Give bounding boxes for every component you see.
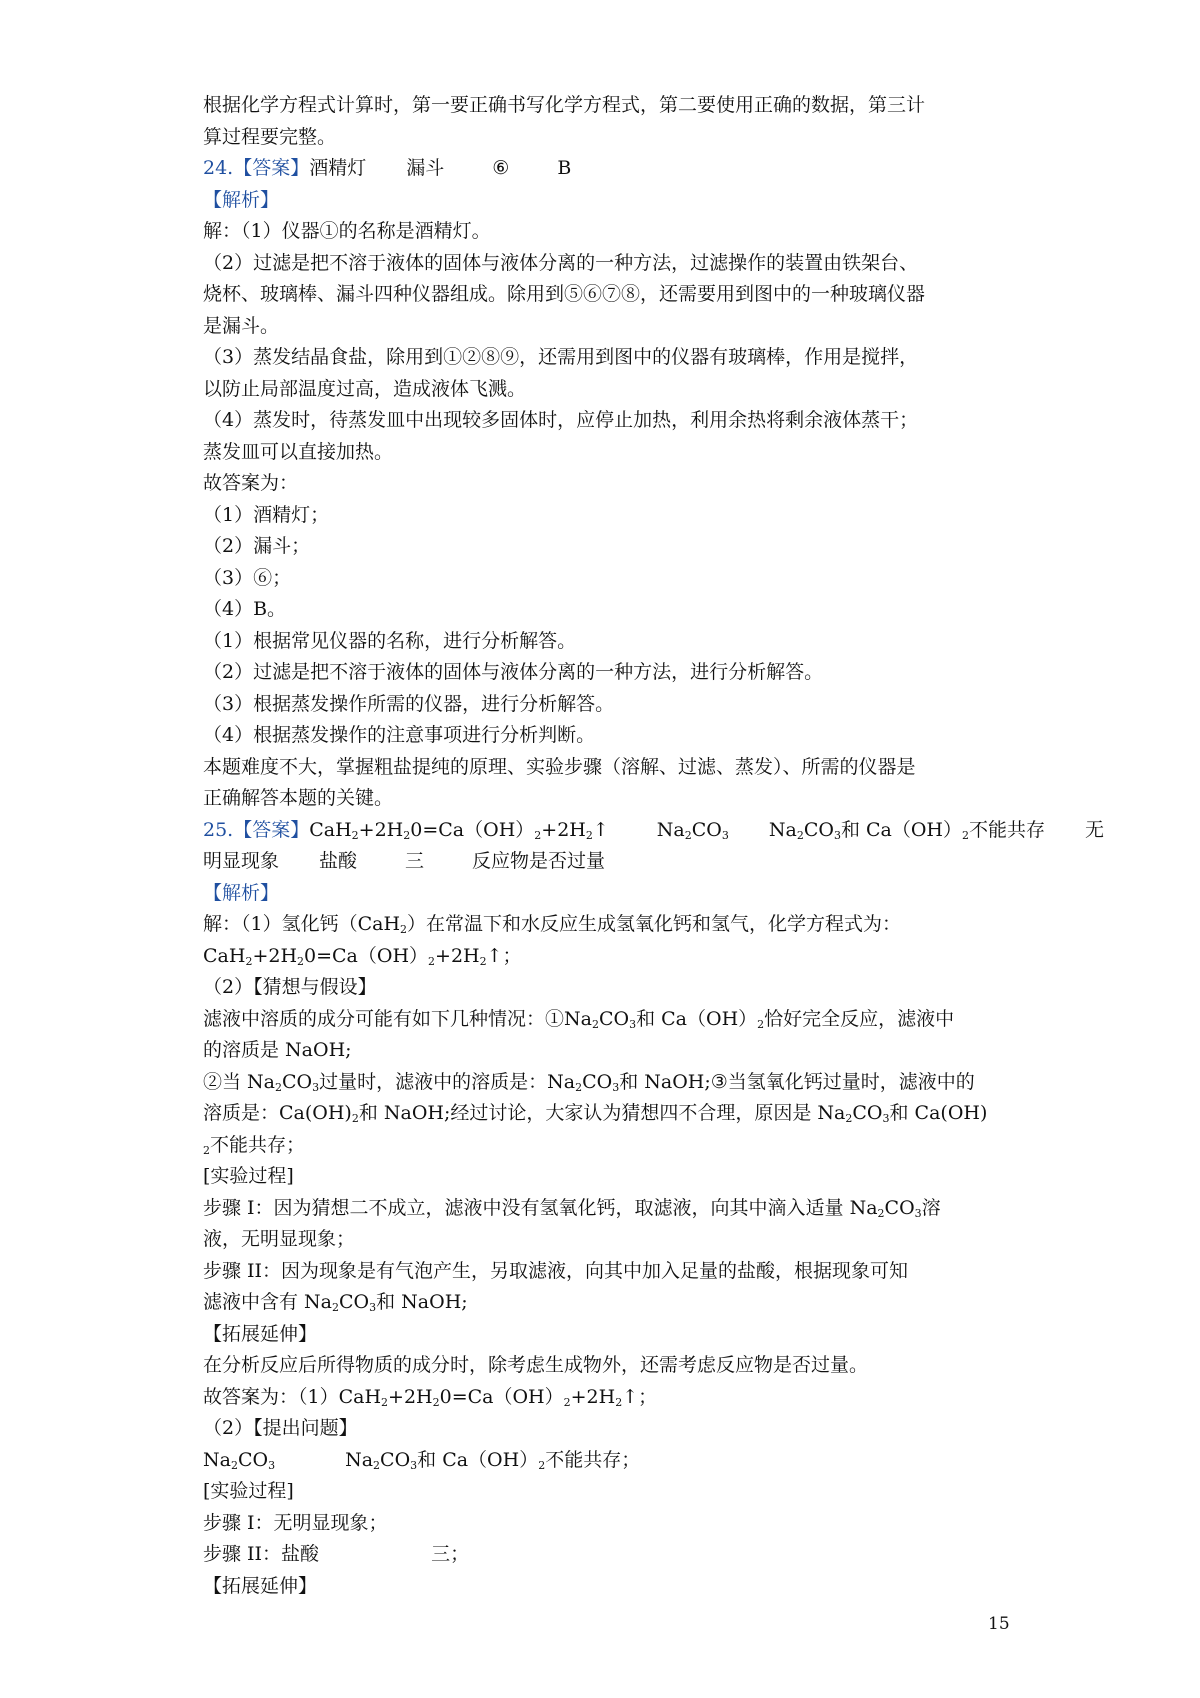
text-line: （4）蒸发时，待蒸发皿中出现较多固体时，应停止加热，利用余热将剩余液体蒸干； [203,409,919,431]
text-line: 步骤 I：因为猜想二不成立，滤液中没有氢氧化钙，取滤液，向其中滴入适量 $Na_2CO_3$溶 [203,1196,941,1220]
text-line: （3）根据蒸发操作所需的仪器，进行分析解答。 [203,692,615,715]
text-line: 故答案为： [203,472,299,494]
text-line: （1）酒精灯； [203,503,330,526]
text-line: 算过程要完整。 [203,125,337,148]
text-line: [实验过程] [203,1480,294,1502]
text-line: 是漏斗。 [203,314,280,337]
text-line: （2）【猜想与假设】 [203,976,377,998]
text-line: 滤液中含有 $Na_2CO_3$和 NaOH; [203,1291,468,1314]
text-line: （4）B。 [203,598,287,620]
text-line: $Na_2CO_3$ $Na_2CO_3$和 $Ca(OH)_2$不能共存； [203,1448,641,1472]
text-line: （1）根据常见仪器的名称，进行分析解答。 [203,629,577,652]
text-line: 在分析反应后所得物质的成分时，除考虑生成物外，还需考虑反应物是否过量。 [203,1354,869,1376]
question-number: 25. [203,818,234,841]
text-line: 步骤 I：无明显现象； [203,1511,388,1534]
text-line: 以防止局部温度过高，造成液体飞溅。 [203,377,527,400]
text-line: （3）⑥； [203,566,292,589]
answer-24-line: 24.【答案】酒精灯 漏斗 ⑥ B [203,157,572,179]
text-line: 烧杯、玻璃棒、漏斗四种仪器组成。除用到⑤⑥⑦⑧，还需要用到图中的一种玻璃仪器 [203,283,926,305]
text-line: 解：（1）仪器①的名称是酒精灯。 [203,220,491,242]
text-line: 滤液中溶质的成分可能有如下几种情况：$①Na_2CO_3$和 $Ca(OH)_2$恰好完全反应，滤液中 [203,1007,955,1031]
text-line: 【拓展延伸】 [203,1322,318,1345]
text-line: 的溶质是 NaOH; [203,1039,352,1061]
text-line: [实验过程] [203,1165,294,1187]
text-line: （2）过滤是把不溶于液体的固体与液体分离的一种方法，进行分析解答。 [203,661,824,683]
text-line: 本题难度不大，掌握粗盐提纯的原理、实验步骤（溶解、过滤、蒸发）、所需的仪器是 [203,755,916,778]
text-line: 故答案为：$(1)CaH_2+2H_20=Ca(OH)_2+2H_2↑$； [203,1385,658,1409]
text-line: 溶质是：$Ca(OH)_2$和 NaOH;经过讨论，大家认为猜想四不合理，原因是 $Na_2CO_3$和 Ca(OH) [203,1102,988,1125]
text-line: （2）过滤是把不溶于液体的固体与液体分离的一种方法，过滤操作的装置由铁架台、 [203,251,919,274]
analysis-heading: 【解析】 [203,188,280,211]
page-number: 15 [988,1614,1010,1634]
text-line: 蒸发皿可以直接加热。 [203,440,394,463]
text-line: 步骤 II：盐酸 三； [203,1543,470,1565]
text-line: （2）漏斗； [203,535,311,557]
text-line: 液，无明显现象； [203,1228,356,1250]
answer-label: 【答案】 [233,818,310,841]
text-line: 根据化学方程式计算时，第一要正确书写化学方程式，第二要使用正确的数据，第三计 [203,94,926,116]
body-text [203,90,1105,1602]
answer-label: 【答案】 [233,157,310,179]
text-line: （2）【提出问题】 [203,1417,358,1439]
text-line: 解：（1）氢化钙（CaH$_2$）在常温下和水反应生成氢氧化钙和氢气，化学方程式为： [203,913,902,936]
text-line: $_2$不能共存； [203,1133,306,1157]
text-line: （4）根据蒸发操作的注意事项进行分析判断。 [203,724,596,746]
text-line: 步骤 II：因为现象是有气泡产生，另取滤液，向其中加入足量的盐酸，根据现象可知 [203,1259,909,1282]
text-line: 【拓展延伸】 [203,1574,318,1597]
text-line: $CaH_2+2H_20=Ca(OH)_2+2H_2↑$； [203,944,522,968]
text-line: 明显现象 盐酸 三 反应物是否过量 [203,850,606,872]
question-number: 24. [203,157,234,179]
text-line: ②当 $Na_2CO_3$过量时，滤液中的溶质是：$Na_2CO_3$和 NaOH;③当氢氧化钙过量时，滤液中的 [203,1070,975,1094]
analysis-heading: 【解析】 [203,881,280,904]
text-line: 正确解答本题的关键。 [203,787,394,809]
text-line: （3）蒸发结晶食盐，除用到①②⑧⑨，还需用到图中的仪器有玻璃棒，作用是搅拌， [203,346,919,368]
answer-25-line: 25.【答案】$CaH_2+2H_20=Ca(OH)_2+2H_2↑$ $Na_2CO_3$ $Na_2CO_3$和 $Ca(OH)_2$不能共存 无 [203,818,1105,842]
